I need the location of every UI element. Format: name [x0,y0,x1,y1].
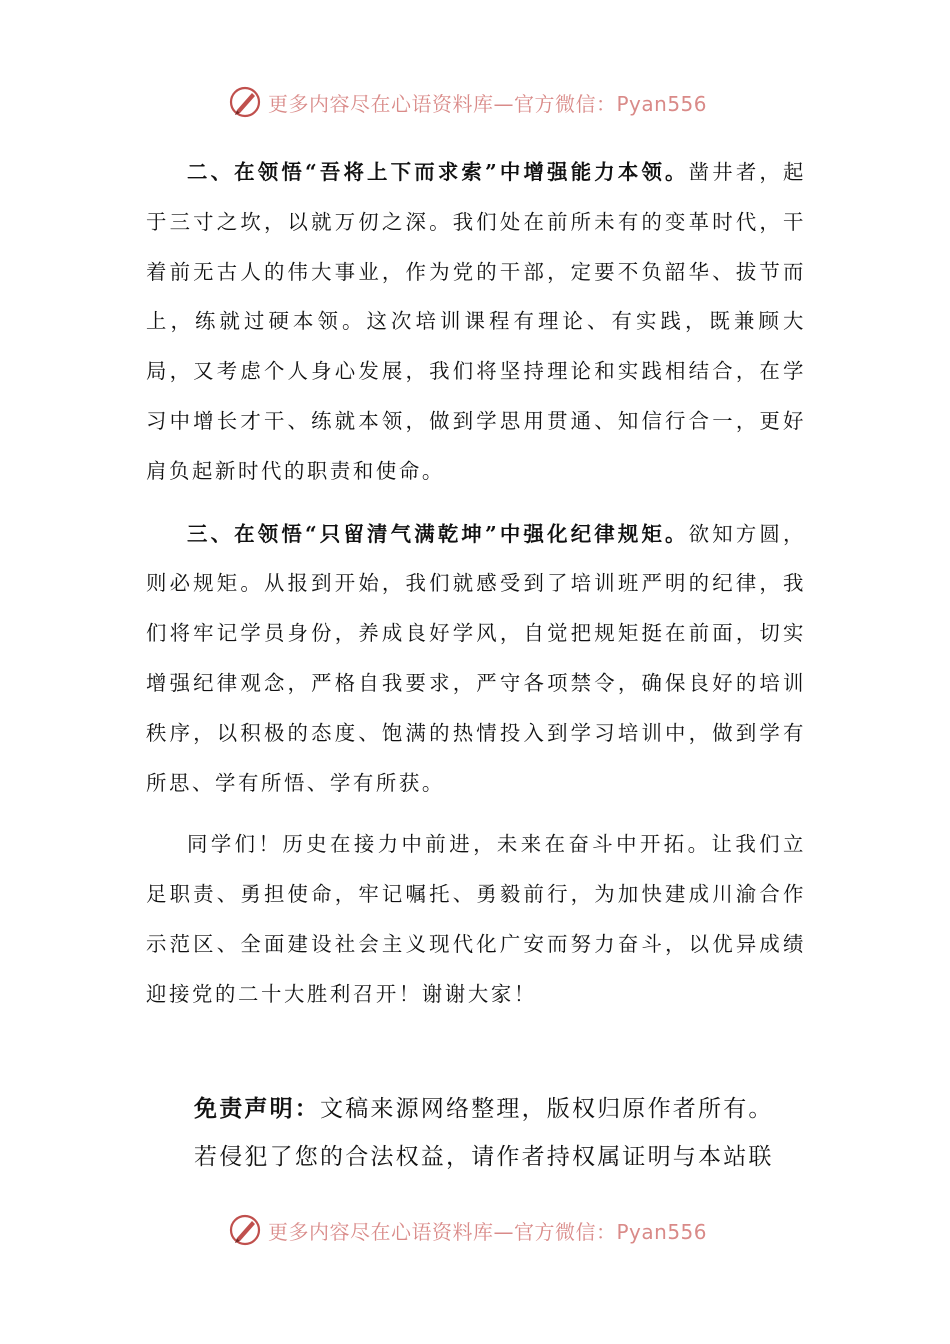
section-body: 凿井者，起于三寸之坎，以就万仞之深。我们处在前所未有的变革时代，干着前无古人的伟大事业，作为党的干部，定要不负韶华、拔节而上，练就过硬本领。这次培训课程有理论、有实践，既兼顾大局，又考虑个人身心发展，我们将坚持理论和实践相结合，在学习中增长才干、练就本领，做到学思用贯通、知信行合一，更好肩负起新时代的职责和使命。 [146,160,807,483]
document-body [146,148,806,1020]
section-paragraph [146,510,806,809]
closing-paragraph: 同学们！历史在接力中前进，未来在奋斗中开拓。让我们立足职责、勇担使命，牢记嘱托、勇毅前行，为加快建成川渝合作示范区、全面建设社会主义现代化广安而努力奋斗，以优异成绩迎接党的二十大胜利召开！谢谢大家！ [146,832,806,1006]
disclaimer [194,1085,834,1181]
section-body: 欲知方圆，则必规矩。从报到开始，我们就感受到了培训班严明的纪律，我们将牢记学员身份，养成良好学风，自觉把规矩挺在前面，切实增强纪律观念，严格自我要求，严守各项禁令，确保良好的培训秩序，以积极的态度、饱满的热情投入到学习培训中，做到学有所思、学有所悟、学有所获。 [146,521,807,795]
pen-logo-icon [228,85,262,119]
disclaimer-line1: 文稿来源网络整理，版权归原作者所有。 [320,1096,774,1122]
section-heading: 二、在领悟“吾将上下而求索”中增强能力本领。 [187,160,689,184]
header-banner [228,82,728,122]
section-heading: 三、在领悟“只留清气满乾坤”中强化纪律规矩。 [187,521,689,546]
footer-banner [228,1210,728,1250]
section-paragraph [146,148,806,497]
footer-banner-text: 更多内容尽在心语资料库—官方微信：Pyan556 [268,1219,708,1244]
disclaimer-line2: 若侵犯了您的合法权益，请作者持权属证明与本站联 [194,1144,774,1170]
disclaimer-label: 免责声明： [194,1096,320,1122]
pen-logo-icon [228,1213,262,1247]
header-banner-text: 更多内容尽在心语资料库—官方微信：Pyan556 [268,91,708,116]
